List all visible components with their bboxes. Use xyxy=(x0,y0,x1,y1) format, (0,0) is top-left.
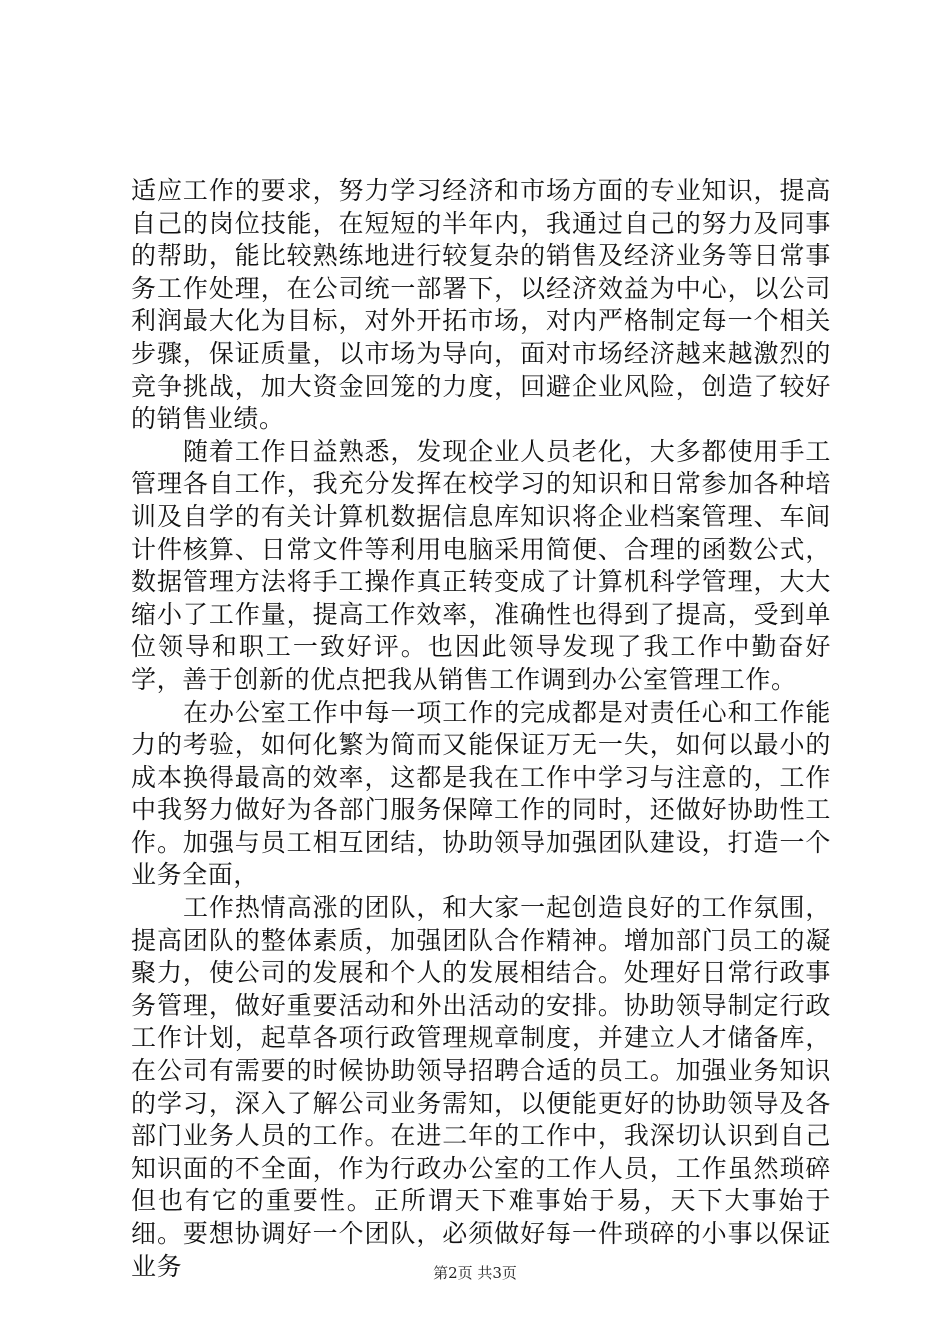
document-body xyxy=(131,175,831,1283)
paragraph-2: 随着工作日益熟悉，发现企业人员老化，大多都使用手工管理各自工作，我充分发挥在校学习的知识和日常参加各种培训及自学的有关计算机数据信息库知识将企业档案管理、车间计件核算、日常文件等利用电脑采用简便、合理的函数公式，数据管理方法将手工操作真正转变成了计算机科学管理，大大缩小了工作量，提高工作效率，准确性也得到了提高，受到单位领导和职工一致好评。也因此领导发现了我工作中勤奋好学，善于创新的优点把我从销售工作调到办公室管理工作。 xyxy=(131,436,831,694)
page-number-footer: 第2页 共3页 xyxy=(433,1264,517,1282)
paragraph-1: 适应工作的要求，努力学习经济和市场方面的专业知识，提高自己的岗位技能，在短短的半年内，我通过自己的努力及同事的帮助，能比较熟练地进行较复杂的销售及经济业务等日常事务工作处理，在公司统一部署下，以经济效益为中心，以公司利润最大化为目标，对外开拓市场，对内严格制定每一个相关步骤，保证质量，以市场为导向，面对市场经济越来越激烈的竞争挑战，加大资金回笼的力度，回避企业风险，创造了较好的销售业绩。 xyxy=(131,176,831,434)
paragraph-3: 在办公室工作中每一项工作的完成都是对责任心和工作能力的考验，如何化繁为简而又能保证万无一失，如何以最小的成本换得最高的效率，这都是我在工作中学习与注意的，工作中我努力做好为各部门服务保障工作的同时，还做好协助性工作。加强与员工相互团结，协助领导加强团队建设，打造一个业务全面， xyxy=(131,697,831,890)
paragraph-4: 工作热情高涨的团队，和大家一起创造良好的工作氛围，提高团队的整体素质，加强团队合作精神。增加部门员工的凝聚力，使公司的发展和个人的发展相结合。处理好日常行政事务管理，做好重要活动和外出活动的安排。协助领导制定行政工作计划，起草各项行政管理规章制度，并建立人才储备库，在公司有需要的时候协助领导招聘合适的员工。加强业务知识的学习，深入了解公司业务需知，以便能更好的协助领导及各部门业务人员的工作。在进二年的工作中，我深切认识到自己知识面的不全面，作为行政办公室的工作人员，工作虽然琐碎但也有它的重要性。正所谓天下难事始于易，天下大事始于细。要想协调好一个团队，必须做好每一件琐碎的小事以保证业务 xyxy=(131,893,831,1281)
